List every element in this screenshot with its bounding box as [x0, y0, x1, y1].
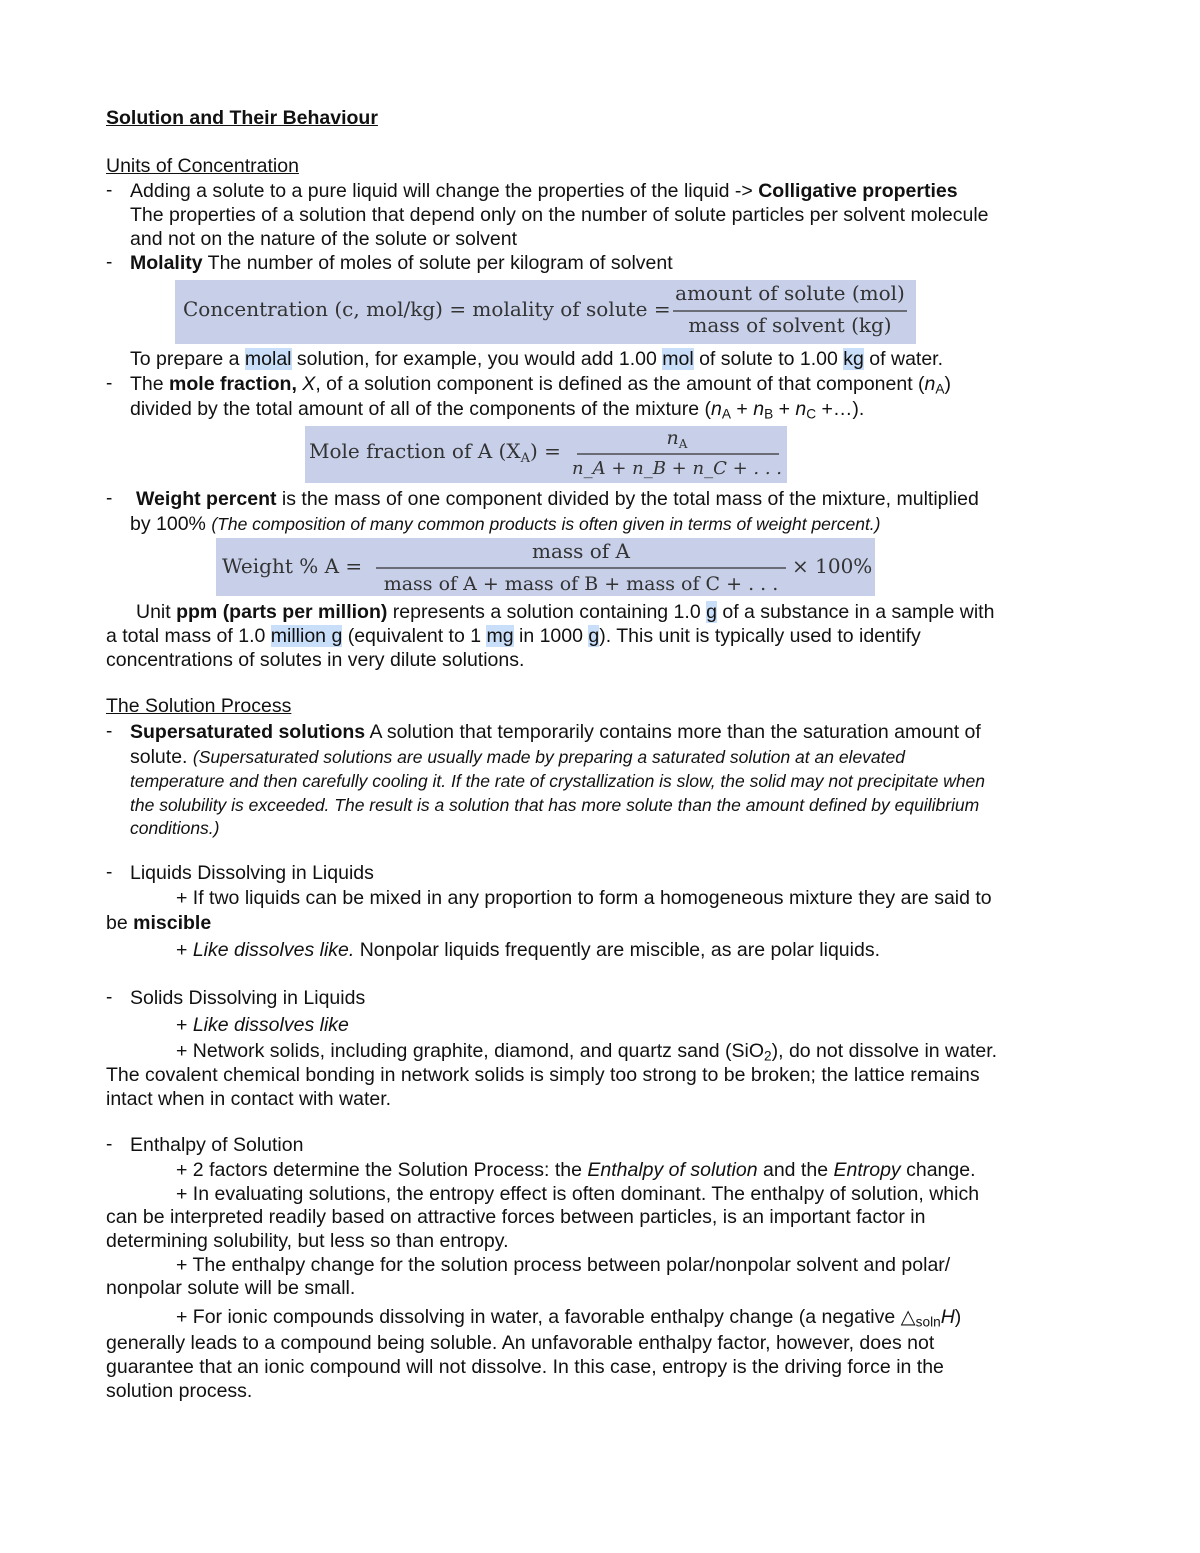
weight-percent-line-1: Weight percent is the mass of one component divided by the total mass of the mixture, multiplied	[136, 488, 979, 510]
ppm-line-3: concentrations of solutes in very dilute solutions.	[106, 649, 525, 671]
list-marker: -	[106, 862, 113, 883]
enthalpy-line-8: generally leads to a compound being soluble. An unfavorable enthalpy factor, however, does not	[106, 1332, 935, 1354]
enthalpy-line-10: solution process.	[106, 1380, 253, 1402]
ppm-line-1: Unit ppm (parts per million) represents a solution containing 1.0 g of a substance in a sample with	[136, 601, 995, 623]
supersaturated-line-1: Supersaturated solutions A solution that temporarily contains more than the saturation amount of	[130, 721, 981, 743]
solids-line-4: intact when in contact with water.	[106, 1088, 392, 1110]
equation-denominator: mass of A + mass of B + mass of C + . . .	[383, 573, 779, 595]
list-marker: -	[106, 252, 113, 273]
supersaturated-line-4: the solubility is exceeded. The result is a solution that has more solute than the amount defined by equilibrium	[130, 795, 980, 815]
ppm-line-2: a total mass of 1.0 million g (equivalent to 1 mg in 1000 g). This unit is typically used to identify	[106, 625, 921, 647]
enthalpy-line-1: + 2 factors determine the Solution Process: the Enthalpy of solution and the Entropy change.	[176, 1159, 976, 1181]
liquids-line-3: + Like dissolves like. Nonpolar liquids frequently are miscible, as are polar liquids.	[176, 939, 880, 961]
list-marker: -	[106, 180, 113, 201]
supersaturated-line-5: conditions.)	[130, 818, 220, 838]
liquids-line-2: be miscible	[106, 912, 212, 934]
section-heading-units: Units of Concentration	[106, 155, 299, 177]
weight-percent-equation	[216, 538, 875, 596]
equation-numerator: amount of solute (mol)	[675, 281, 905, 305]
mole-fraction-equation-svg	[305, 426, 787, 483]
mole-fraction-equation	[305, 426, 787, 483]
list-marker: -	[106, 488, 113, 509]
equation-rhs: × 100%	[792, 554, 873, 578]
enthalpy-line-7: + For ionic compounds dissolving in water, a favorable enthalpy change (a negative $\triangle_{soln}H$)	[176, 1306, 962, 1330]
equation-denominator: n_A + n_B + n_C + . . .	[572, 458, 782, 479]
equation-lhs: Concentration (c, mol/kg) = molality of solute =	[183, 297, 671, 321]
molality-equation-svg	[175, 280, 916, 344]
list-marker: -	[106, 721, 113, 742]
list-marker: -	[106, 373, 113, 394]
weight-percent-equation-svg	[216, 538, 875, 596]
enthalpy-heading: Enthalpy of Solution	[130, 1134, 304, 1156]
enthalpy-line-4: determining solubility, but less so than entropy.	[106, 1230, 509, 1252]
page-title: Solution and Their Behaviour	[106, 107, 378, 129]
list-marker: -	[106, 1134, 113, 1155]
weight-percent-line-2: by 100% (The composition of many common products is often given in terms of weight percent.)	[130, 513, 881, 535]
list-marker: -	[106, 987, 113, 1008]
solids-heading: Solids Dissolving in Liquids	[130, 987, 366, 1009]
equation-denominator: mass of solvent (kg)	[688, 313, 892, 337]
molality-line: Molality The number of moles of solute per kilogram of solvent	[130, 252, 673, 274]
section-heading-process: The Solution Process	[106, 695, 292, 717]
colligative-line: Adding a solute to a pure liquid will change the properties of the liquid -> Colligative properties	[130, 180, 958, 202]
liquids-heading: Liquids Dissolving in Liquids	[130, 862, 374, 884]
equation-lhs: Weight % A =	[222, 554, 363, 578]
supersaturated-line-2: solute. (Supersaturated solutions are usually made by preparing a saturated solution at an elevated	[130, 746, 905, 768]
colligative-def-line-1: The properties of a solution that depend only on the number of solute particles per solvent molecule	[130, 204, 989, 226]
mole-fraction-line-2: divided by the total amount of all of the components of the mixture ($n_A + n_B + n_C$ +…).	[130, 398, 865, 422]
solids-line-1: + Like dissolves like	[176, 1014, 349, 1036]
equation-lhs: Mole fraction of A $(X_A)$ =	[309, 439, 561, 466]
equation-numerator: mass of A	[531, 539, 631, 563]
enthalpy-line-3: can be interpreted readily based on attractive forces between particles, is an important factor in	[106, 1206, 926, 1228]
equation-numerator: $n_A$	[666, 427, 688, 451]
mole-fraction-line-1: The mole fraction, X, of a solution component is defined as the amount of that component $(n_A)$	[130, 373, 952, 397]
enthalpy-line-9: guarantee that an ionic compound will not dissolve. In this case, entropy is the driving force in the	[106, 1356, 944, 1378]
molal-prep-line: To prepare a molal solution, for example, you would add 1.00 mol of solute to 1.00 kg of water.	[130, 348, 944, 370]
enthalpy-line-6: nonpolar solute will be small.	[106, 1277, 356, 1299]
supersaturated-line-3: temperature and then carefully cooling it. If the rate of crystallization is slow, the solid may not precipitate when	[130, 771, 986, 791]
enthalpy-line-5: + The enthalpy change for the solution process between polar/nonpolar solvent and polar/	[176, 1254, 951, 1276]
solids-line-3: The covalent chemical bonding in network solids is simply too strong to be broken; the lattice remains	[106, 1064, 980, 1086]
enthalpy-line-2: + In evaluating solutions, the entropy effect is often dominant. The enthalpy of solution, which	[176, 1183, 980, 1205]
solids-line-2: + Network solids, including graphite, diamond, and quartz sand (SiO$_2$), do not dissolve in water.	[176, 1040, 998, 1064]
colligative-def-line-2: and not on the nature of the solute or solvent	[130, 228, 518, 250]
molality-equation	[175, 280, 916, 344]
liquids-line-1: + If two liquids can be mixed in any proportion to form a homogeneous mixture they are said to	[176, 887, 992, 909]
